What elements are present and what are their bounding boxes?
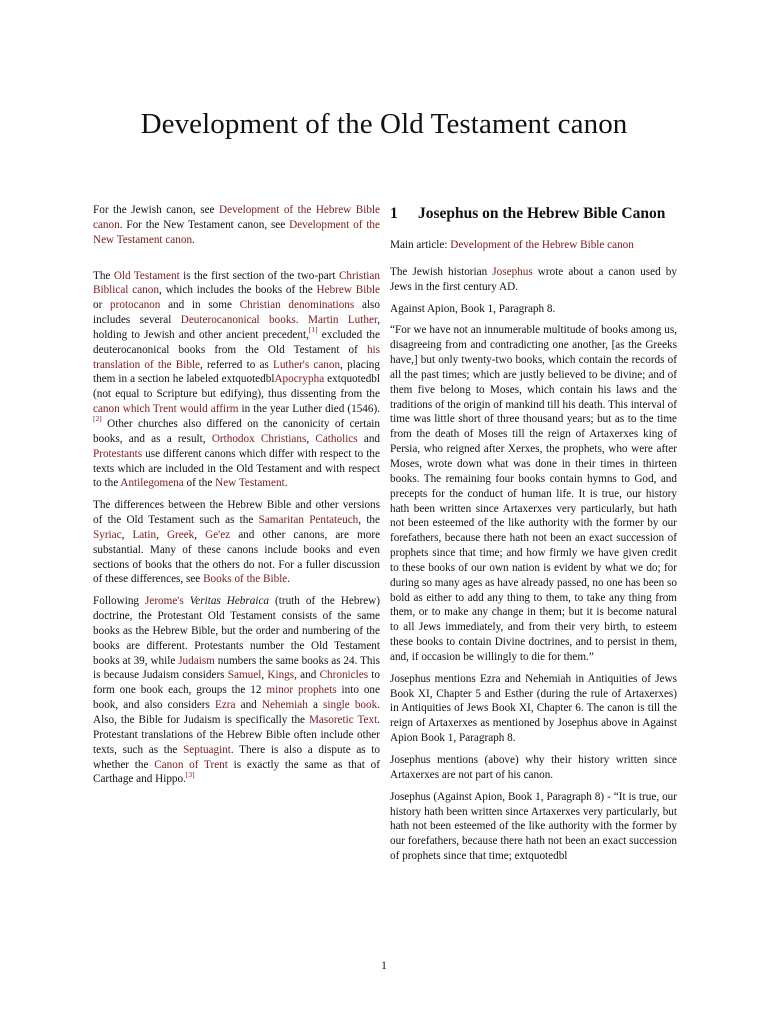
section-number: 1	[390, 205, 398, 222]
text: also includes several	[93, 299, 380, 327]
link-josephus[interactable]: Josephus	[492, 265, 533, 278]
text: ,	[121, 528, 133, 541]
text: The Jewish historian	[390, 265, 493, 278]
link-luthers-canon[interactable]: Luther's canon	[272, 358, 341, 371]
link-old-testament[interactable]: Old Testament	[113, 269, 180, 282]
text: The differences between the Hebrew Bible and other versions of the Old Testament such as the	[93, 499, 380, 527]
text: , placing them in a section he labeled extquotedbl	[93, 358, 380, 386]
right-column	[390, 203, 677, 871]
section-heading	[390, 203, 677, 224]
text: a	[307, 699, 324, 712]
text: . Also, the Bible for Judaism is specifically the	[93, 699, 381, 726]
text: (truth of the Hebrew) doctrine, the Protestant Old Testament consists of the same books as the Hebrew Bible, but the order and numbering of the books are different. Protestants number the Old Testament books at 39, while	[93, 595, 380, 667]
link-protestants[interactable]: Protestants	[93, 447, 143, 460]
link-single-book[interactable]: single book	[323, 699, 378, 712]
text: .	[287, 573, 291, 586]
text: ,	[261, 669, 268, 682]
page-number: 1	[381, 960, 387, 972]
link-samaritan-pentateuch[interactable]: Samaritan Pentateuch	[258, 514, 359, 527]
text: ,	[156, 528, 167, 541]
paragraph-intro	[93, 269, 380, 492]
link-ezra[interactable]: Ezra	[215, 699, 236, 712]
link-hebrew-bible[interactable]: Hebrew Bible	[316, 284, 380, 297]
text: and other canons, are more substantial. Many of these canons include books and even sections of books that the others do not. For a fuller discussion of these differences, see	[93, 528, 381, 586]
text: , which includes the books of the	[158, 284, 317, 297]
text: is exactly the same as that of Carthage and Hippo.	[93, 758, 380, 786]
citation-3[interactable]: [3]	[185, 769, 195, 779]
link-judaism[interactable]: Judaism	[178, 654, 215, 667]
text: .	[192, 233, 195, 246]
paragraph-differences	[93, 498, 380, 587]
link-samuel[interactable]: Samuel	[227, 669, 262, 682]
text: Other churches also differed on the canonicity of certain books, and as a result,	[93, 417, 380, 445]
text: For the Jewish canon, see	[93, 204, 220, 216]
text: use different canons which differ with respect to the texts which are included in the Old Testament and with respect to the	[93, 447, 380, 490]
text: to form one book each, groups the 12	[93, 669, 381, 697]
text: ,	[306, 432, 316, 445]
link-orthodox-christians[interactable]: Orthodox Christians	[211, 432, 307, 445]
link-minor-prophets[interactable]: minor prophets	[266, 684, 337, 697]
link-hebrew-bible-canon[interactable]: Development of the Hebrew Bible canon	[93, 204, 380, 231]
paragraph-ezra-nehemiah: Josephus mentions Ezra and Nehemiah in Antiquities of Jews Book XI, Chapter 5 and Esther (during the rule of Artaxerxes) in Antiquities of Jews Book XI, Chapter 6. The canon is till the reign of Artaxerxes as mentioned by Josephus above in Against Apion Book 1, Paragraph 8.	[390, 672, 677, 745]
paragraph-josephus	[390, 265, 677, 295]
text: numbers the same books as 24. This is because Judaism considers	[93, 654, 380, 682]
link-canon-trent-affirm[interactable]: canon which Trent would affirm	[93, 403, 239, 416]
link-main-article[interactable]: Development of the Hebrew Bible canon	[450, 239, 634, 251]
link-protocanon[interactable]: protocanon	[110, 299, 161, 312]
text: , holding to Jewish and other ancient precedent,	[93, 314, 381, 341]
hatnote	[93, 203, 380, 248]
text: wrote about a canon used by Jews in the first century AD.	[390, 265, 677, 293]
paragraph-veritas-hebraica	[93, 594, 380, 787]
text: or	[93, 299, 111, 312]
text: , the	[358, 514, 380, 527]
text: , referred to as	[200, 358, 273, 371]
text: is the first section of the two-part	[179, 269, 339, 282]
link-christian-biblical-canon[interactable]: Christian Biblical canon	[93, 269, 380, 297]
text: Following	[93, 595, 145, 608]
text: and in some	[160, 299, 240, 312]
link-kings[interactable]: Kings	[267, 669, 295, 682]
link-syriac[interactable]: Syriac	[93, 528, 122, 541]
link-geez[interactable]: Ge'ez	[205, 528, 231, 541]
text: . There is also a dispute as to whether the	[93, 743, 381, 771]
citation-2[interactable]: [2]	[93, 414, 102, 424]
link-new-testament[interactable]: New Testament	[215, 477, 285, 490]
text: into one book, and also considers	[93, 684, 380, 712]
link-nehemiah[interactable]: Nehemiah	[261, 699, 308, 712]
link-greek[interactable]: Greek	[166, 528, 195, 541]
text-italic: Veritas Hebraica	[189, 595, 270, 608]
link-luther-bible[interactable]: his translation of the Bible	[93, 343, 380, 371]
paragraph-against-apion: Josephus (Against Apion, Book 1, Paragraph 8) - “It is true, our history hath been written since Artaxerxes very particularly, but hath not been esteemed of the like authority with the former by our forefathers, because there hath not been an exact succession of prophets since that time; extquotedbl	[390, 790, 677, 863]
link-new-testament-canon[interactable]: Development of the New Testament canon	[93, 218, 380, 246]
link-jerome[interactable]: Jerome's	[145, 595, 184, 608]
paragraph-canon-reason: Josephus mentions (above) why their history written since Artaxerxes are not part of his canon.	[390, 754, 677, 781]
link-chronicles[interactable]: Chronicles	[319, 669, 369, 682]
paragraph-quote: “For we have not an innumerable multitude of books among us, disagreeing from and contradicting one another, [as the Greeks have,] but only twenty-two books, which contain the records of all the past times; which are justly believed to be divine; and of them five belong to Moses, which contain his laws and the traditions of the origin of mankind till his death. This interval of time was little short of three thousand years; but as to the time from the death of Moses till the reign of Artaxerxes king of Persia, who reigned after Xerxes, the prophets, who were after Moses, wrote down what was done in their times in thirteen books. The remaining four books contain hymns to God, and precepts for the conduct of human life. It is true, our history hath been written since Artaxerxes very particularly, but hath not been esteemed of the like authority with the former by our forefathers, because there hath not been an exact succession of prophets since that time; and how firmly we have given credit to these books of our own nation is evident by what we do; for during so many ages as have already passed, no one has been so bold as either to add any thing to them, to take any thing from them, or to make any change in them; but it is become natural to all Jews immediately, and from their very birth, to esteem these books to contain Divine doctrines, and to persist in them, and, if occasion be willingly to die for them.”	[390, 324, 677, 663]
text: The	[93, 269, 114, 282]
text: and	[235, 699, 262, 712]
link-martin-luther[interactable]: Martin Luther	[308, 314, 378, 327]
paragraph-reference: Against Apion, Book 1, Paragraph 8.	[390, 302, 556, 315]
text: .	[284, 477, 288, 490]
text: and	[357, 432, 381, 445]
text: .	[295, 314, 308, 327]
text: , and	[294, 669, 320, 682]
link-deuterocanonical-books[interactable]: Deuterocanonical books	[180, 314, 296, 327]
page-title: Development of the Old Testament canon	[140, 108, 628, 140]
text: excluded the deuterocanonical books from the Old Testament of	[93, 328, 380, 356]
link-antilegomena[interactable]: Antilegomena	[120, 477, 184, 490]
left-column	[93, 203, 380, 794]
main-article-note	[390, 238, 677, 253]
link-catholics[interactable]: Catholics	[315, 432, 358, 445]
text: in the year Luther died (1546).	[238, 403, 380, 416]
link-masoretic-text[interactable]: Masoretic Text	[308, 714, 378, 726]
link-apocrypha[interactable]: Apocrypha	[274, 373, 325, 386]
link-latin[interactable]: Latin	[132, 528, 157, 541]
section-title: Josephus on the Hebrew Bible Canon	[418, 205, 666, 222]
text: extquotedbl (not equal to Scripture but edifying), thus dissenting from the	[93, 373, 380, 401]
text: Main article:	[390, 239, 451, 251]
link-christian-denominations[interactable]: Christian denominations	[239, 299, 355, 312]
link-books-of-the-bible[interactable]: Books of the Bible	[203, 573, 288, 586]
citation-1[interactable]: [1]	[308, 325, 318, 335]
text: . Protestant translations of the Hebrew Bible often include other texts, such as the	[93, 714, 380, 756]
text: of the	[183, 477, 216, 490]
link-septuagint[interactable]: Septuagint	[183, 743, 231, 756]
text: ,	[194, 528, 206, 541]
text: . For the New Testament canon, see	[119, 218, 290, 231]
link-canon-of-trent[interactable]: Canon of Trent	[154, 758, 228, 771]
